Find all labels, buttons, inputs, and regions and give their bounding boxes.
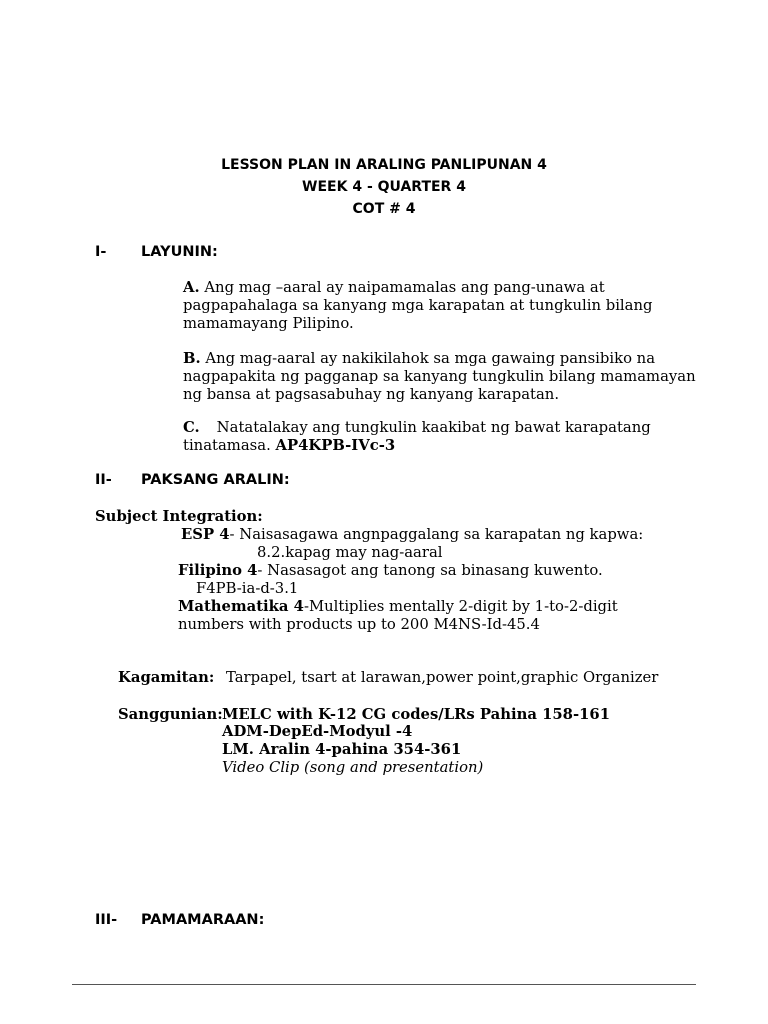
objective-a-line2: pagpapahalaga sa kanyang mga karapatan at tungkulin bilang [183,297,653,314]
objective-a-line3: mamamayang Pilipino. [183,315,354,332]
objective-c-text: Natatalakay ang tungkulin kaakibat ng bawat karapatang [216,419,651,436]
objective-c-line2 [183,437,395,455]
cot-number: COT # 4 [352,201,416,217]
kagamitan-value: Tarpapel, tsart at larawan,power point,graphic Organizer [226,669,659,686]
esp-code: 8.2.kapag may nag-aaral [257,544,443,561]
filipino-code: F4PB-ia-d-3.1 [196,580,299,597]
sanggunian-label: Sanggunian: [118,706,223,723]
document-title: LESSON PLAN IN ARALING PANLIPUNAN 4 [221,157,547,173]
sanggunian-line1: MELC with K-12 CG codes/LRs Pahina 158-161 [222,706,610,723]
objective-b-line3: ng bansa at pagsasabuhay ng kanyang karapatan. [183,386,560,403]
sanggunian-line4: Video Clip (song and presentation) [222,759,484,776]
objective-a-text: Ang mag –aaral ay naipamamalas ang pang-unawa at [204,279,605,296]
objective-b-text: Ang mag-aaral ay nakikilahok sa mga gawaing pansibiko na [205,350,656,367]
objective-b-line2: nagpapakita ng pagganap sa kanyang tungkulin bilang mamamayan [183,368,696,385]
objective-b-line1 [183,350,655,368]
section-number-3: III- [95,912,118,928]
objective-c-label: C. [183,419,200,436]
objective-c-code: AP4KPB-IVc-3 [275,437,396,454]
section-title-layunin: LAYUNIN: [141,244,218,260]
objective-c-line1 [183,419,651,437]
math-subject: Mathematika 4 [178,598,304,615]
page-bottom-divider [72,984,696,985]
esp-text: - Naisasagawa angnpaggalang sa karapatan ng kapwa: [229,526,644,543]
filipino-subject: Filipino 4 [178,562,258,579]
objective-a-line1 [183,279,605,297]
math-text: -Multiplies mentally 2-digit by 1-to-2-digit [303,598,618,615]
section-number-1: I- [95,244,107,260]
section-title-paksang-aralin: PAKSANG ARALIN: [141,472,290,488]
objective-a-label: A. [183,279,200,296]
math-line [178,598,618,616]
subject-integration-label: Subject Integration: [95,508,263,525]
week-quarter-line: WEEK 4 - QUARTER 4 [302,179,466,195]
math-code: numbers with products up to 200 M4NS-Id-45.4 [178,616,540,633]
filipino-text: - Nasasagot ang tanong sa binasang kuwento. [257,562,603,579]
esp-line [181,526,643,544]
esp-subject: ESP 4 [181,526,230,543]
kagamitan-label: Kagamitan: [118,669,215,686]
objective-c-text-end: tinatamasa. [183,437,271,454]
sanggunian-line3: LM. Aralin 4-pahina 354-361 [222,741,462,758]
filipino-line [178,562,603,580]
sanggunian-line2: ADM-DepEd-Modyul -4 [222,723,413,740]
objective-b-label: B. [183,350,201,367]
section-title-pamamaraan: PAMAMARAAN: [141,912,265,928]
section-number-2: II- [95,472,112,488]
